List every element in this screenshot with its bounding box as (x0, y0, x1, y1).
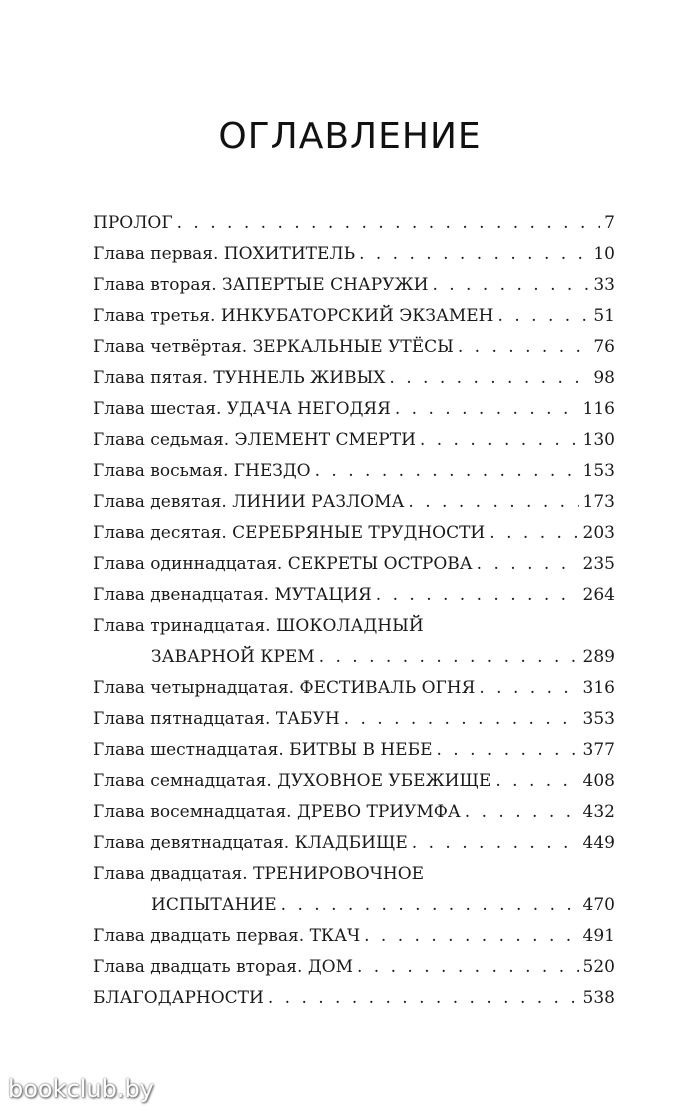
toc-entry (93, 766, 615, 797)
dot-leader (489, 518, 578, 549)
toc-entry (93, 859, 615, 890)
dot-leader (432, 270, 589, 301)
dot-leader (465, 797, 579, 828)
toc-entry-title: Глава десятая. СЕРЕБРЯНЫЕ ТРУДНОСТИ (93, 523, 486, 543)
toc-entry (93, 332, 615, 363)
toc-entry (93, 301, 615, 332)
toc-entry (93, 735, 615, 766)
dot-leader (359, 239, 589, 270)
dot-leader (420, 425, 579, 456)
toc-page-number: 470 (582, 895, 615, 915)
toc-entry (93, 549, 615, 580)
toc-page-number: 153 (582, 461, 615, 481)
toc-entry-title: БЛАГОДАРНОСТИ (93, 988, 264, 1008)
toc-page-number: 76 (593, 337, 615, 357)
watermark-logo: bookclub.by (8, 1075, 154, 1103)
toc-entry-title: Глава шестая. УДАЧА НЕГОДЯЯ (93, 399, 391, 419)
toc-entry-title: Глава четвёртая. ЗЕРКАЛЬНЫЕ УТЁСЫ (93, 337, 454, 357)
dot-leader (376, 580, 579, 611)
toc-entry (93, 208, 615, 239)
toc-page-number: 377 (582, 740, 615, 760)
toc-page-number: 51 (593, 306, 615, 326)
toc-entry-title: Глава первая. ПОХИТИТЕЛЬ (93, 244, 356, 264)
toc-entry-continuation (93, 642, 615, 673)
toc-entry (93, 487, 615, 518)
toc-entry-title: Глава двадцать первая. ТКАЧ (93, 926, 361, 946)
toc-entry (93, 456, 615, 487)
dot-leader (315, 456, 579, 487)
toc-entry (93, 580, 615, 611)
toc-entry (93, 673, 615, 704)
toc-page-number: 264 (582, 585, 615, 605)
toc-page-number: 130 (582, 430, 615, 450)
toc-entry-title: Глава восьмая. ГНЕЗДО (93, 461, 311, 481)
table-of-contents (93, 208, 615, 1014)
dot-leader (177, 208, 601, 239)
dot-leader (268, 983, 579, 1014)
toc-entry (93, 797, 615, 828)
toc-entry-title: Глава четырнадцатая. ФЕСТИВАЛЬ ОГНЯ (93, 678, 476, 698)
toc-entry-title: Глава одиннадцатая. СЕКРЕТЫ ОСТРОВА (93, 554, 473, 574)
toc-entry-title: Глава двенадцатая. МУТАЦИЯ (93, 585, 372, 605)
toc-entry (93, 921, 615, 952)
dot-leader (395, 394, 579, 425)
toc-entry-title: ПРОЛОГ (93, 213, 173, 233)
dot-leader (412, 828, 579, 859)
toc-entry-title: Глава седьмая. ЭЛЕМЕНТ СМЕРТИ (93, 430, 416, 450)
toc-entry-title: Глава двадцатая. ТРЕНИРОВОЧНОЕ (93, 864, 425, 884)
toc-entry-title: Глава семнадцатая. ДУХОВНОЕ УБЕЖИЩЕ (93, 771, 492, 791)
dot-leader (357, 952, 579, 983)
toc-page-number: 235 (582, 554, 615, 574)
toc-page-number: 173 (582, 492, 615, 512)
toc-entry (93, 394, 615, 425)
toc-page-number: 116 (582, 399, 615, 419)
toc-entry-title: Глава девятнадцатая. КЛАДБИЩЕ (93, 833, 408, 853)
dot-leader (364, 921, 578, 952)
dot-leader (344, 704, 579, 735)
toc-page-number: 353 (582, 709, 615, 729)
dot-leader (458, 332, 590, 363)
toc-entry-continuation (93, 890, 615, 921)
toc-entry-title-cont: ЗАВАРНОЙ КРЕМ (151, 647, 315, 667)
toc-entry-title-cont: ИСПЫТАНИЕ (151, 895, 277, 915)
toc-entry-title: Глава тринадцатая. ШОКОЛАДНЫЙ (93, 616, 424, 636)
dot-leader (436, 735, 578, 766)
dot-leader (477, 549, 579, 580)
toc-entry-title: Глава третья. ИНКУБАТОРСКИЙ ЭКЗАМЕН (93, 306, 494, 326)
toc-entry (93, 952, 615, 983)
toc-entry (93, 239, 615, 270)
toc-page-number: 491 (582, 926, 615, 946)
toc-page-number: 449 (582, 833, 615, 853)
toc-page-number: 520 (582, 957, 615, 977)
toc-entry (93, 828, 615, 859)
toc-page-number: 289 (582, 647, 615, 667)
dot-leader (389, 363, 589, 394)
toc-entry-title: Глава девятая. ЛИНИИ РАЗЛОМА (93, 492, 405, 512)
toc-entry-title: Глава двадцать вторая. ДОМ (93, 957, 353, 977)
toc-page-number: 316 (582, 678, 615, 698)
toc-entry-title: Глава вторая. ЗАПЕРТЫЕ СНАРУЖИ (93, 275, 429, 295)
toc-page-number: 33 (593, 275, 615, 295)
toc-entry (93, 270, 615, 301)
dot-leader (498, 301, 590, 332)
toc-entry (93, 983, 615, 1014)
dot-leader (479, 673, 578, 704)
toc-entry (93, 363, 615, 394)
toc-page-number: 98 (593, 368, 615, 388)
toc-page-number: 10 (593, 244, 615, 264)
page-title: ОГЛАВЛЕНИЕ (218, 116, 482, 157)
dot-leader (319, 642, 579, 673)
toc-page-number: 203 (582, 523, 615, 543)
toc-entry (93, 518, 615, 549)
toc-page-number: 432 (582, 802, 615, 822)
toc-page-number: 538 (582, 988, 615, 1008)
toc-entry (93, 704, 615, 735)
dot-leader (408, 487, 578, 518)
toc-entry (93, 611, 615, 642)
toc-entry-title: Глава восемнадцатая. ДРЕВО ТРИУМФА (93, 802, 461, 822)
toc-entry (93, 425, 615, 456)
dot-leader (495, 766, 578, 797)
toc-page-number: 7 (604, 213, 615, 233)
dot-leader (281, 890, 579, 921)
toc-page-number: 408 (582, 771, 615, 791)
toc-entry-title: Глава шестнадцатая. БИТВЫ В НЕБЕ (93, 740, 433, 760)
toc-entry-title: Глава пятая. ТУННЕЛЬ ЖИВЫХ (93, 368, 386, 388)
toc-entry-title: Глава пятнадцатая. ТАБУН (93, 709, 340, 729)
